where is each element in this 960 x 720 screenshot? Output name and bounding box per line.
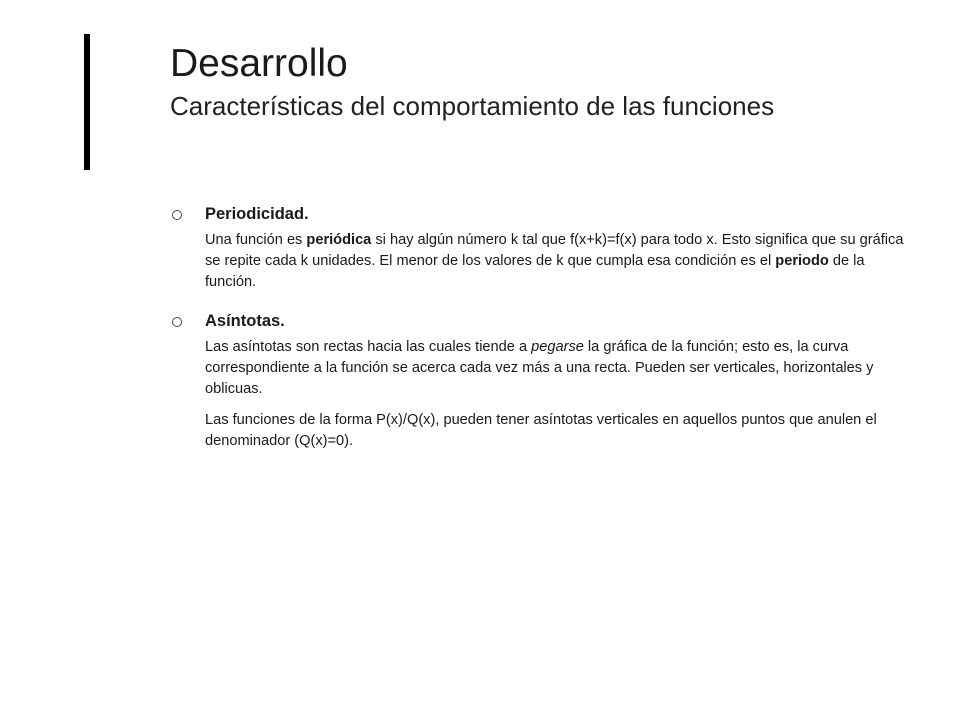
title-accent-bar	[84, 34, 90, 170]
text-span: la gráfica de la función; esto es, la curva correspondiente a la función se acerca cada vez más a una recta. Pueden ser verticales, horizontales y oblicuas.	[205, 339, 874, 397]
text-span: de la función.	[205, 253, 865, 290]
paragraph	[205, 230, 910, 293]
emphasis-term: periódica	[306, 232, 372, 248]
paragraph: Las funciones de la forma P(x)/Q(x), pueden tener asíntotas verticales en aquellos puntos que anulen el denominador (Q(x)=0).	[205, 412, 877, 449]
slide-subtitle: Características del comportamiento de las funciones	[170, 91, 775, 121]
italic-term: pegarse	[531, 339, 584, 355]
section-heading: Periodicidad.	[205, 205, 309, 223]
title-block	[170, 40, 890, 124]
circle-outline-icon	[172, 317, 182, 327]
circle-outline-icon	[172, 210, 182, 220]
paragraph	[205, 337, 910, 400]
emphasis-term: periodo	[775, 253, 829, 269]
section-heading: Asíntotas.	[205, 312, 285, 330]
text-span: Las asíntotas son rectas hacia las cuales tiende a	[205, 339, 532, 355]
text-span: Una función es	[205, 232, 307, 248]
list-item-periodicidad	[170, 202, 910, 293]
list-item-asintotas	[170, 309, 910, 452]
slide-content	[170, 202, 910, 452]
text-span: si hay algún número k tal que f(x+k)=f(x) para todo x. Esto significa que su gráfica se repite cada k unidades. El menor de los valores de k que cumpla esa condición es el	[205, 232, 904, 269]
slide-title: Desarrollo	[170, 42, 348, 85]
